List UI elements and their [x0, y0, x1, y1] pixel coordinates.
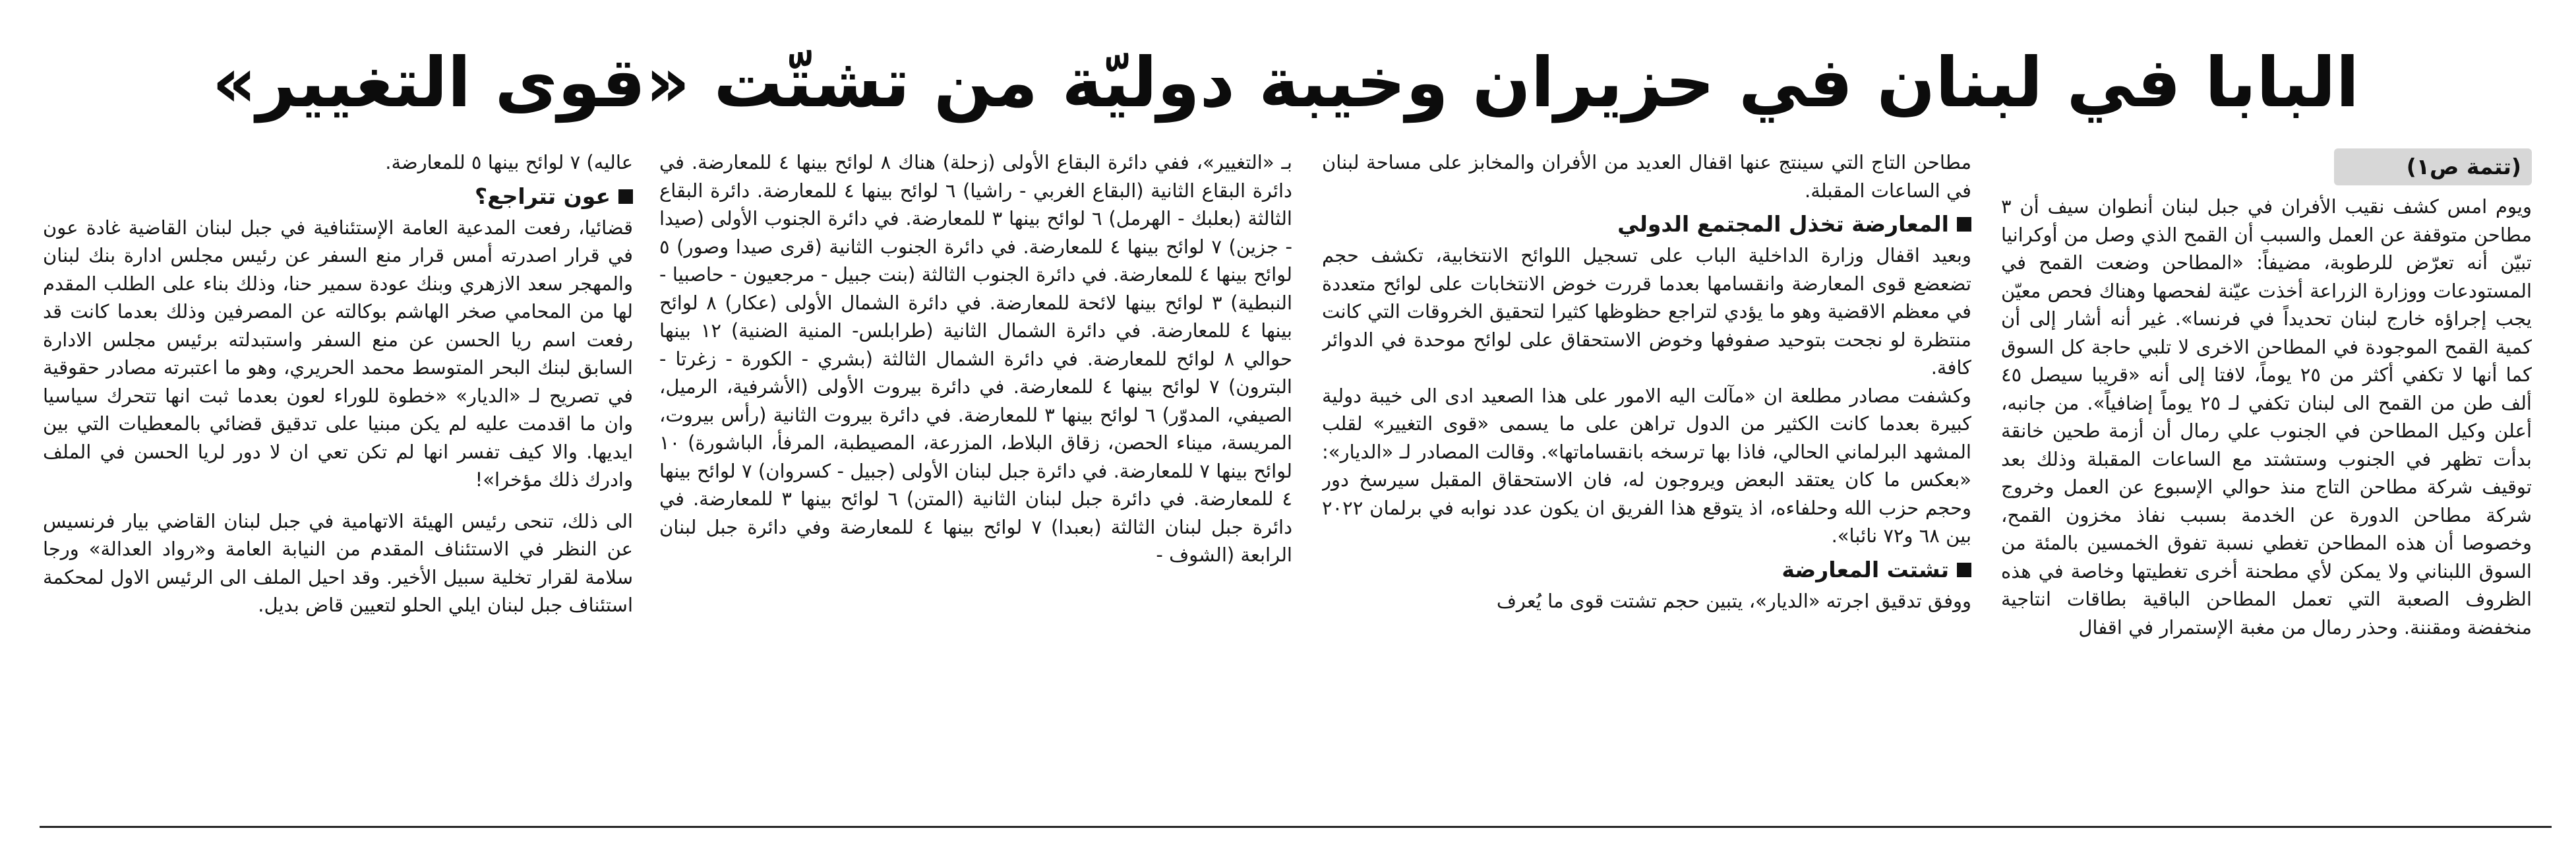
- paragraph: ويوم امس كشف نقيب الأفران في جبل لبنان أنطوان سيف أن ٣ مطاحن متوقفة عن العمل والسبب أن القمح الذي وصل من أوكرانيا تبيّن أنه تعرّض للرطوبة، مضيفاً: «المطاحن وضعت القمح في المستودعات ووزارة الزراعة أخذت عيّنة لفحصها وهناك فحص معيّن يجب إجراؤه خارج لبنان تحديداً في فرنسا». غير أنه أشار إلى أن كمية القمح الموجودة في المطاحن الاخرى لا تلبي حاجة كل السوق كما أنها لا تكفي أكثر من ٢٥ يوماً، لافتا إلى أنه «قريبا سيصل ٤٥ ألف طن من القمح الى لبنان تكفي لـ ٢٥ يوماً إضافياً». من جانبه، أعلن وكيل المطاحن في الجنوب علي رمال أن أزمة طحين خانقة بدأت تظهر في الجنوب وستشتد مع الساعات المقبلة وذلك بعد توقيف شركة مطاحن التاج منذ حوالي الإسبوع عن العمل وخروج شركة مطاحن الدورة عن الخدمة بسبب نفاذ مخزون القمح، وخصوصا أن هذه المطاحن تغطي نسبة تفوق الخمسين بالمئة من السوق اللبناني ولا يمكن لأي مطحنة أخرى تغطيتها وخاصة في هذه الظروف الصعبة التي تعمل المطاحن الباقية بطاقات انتاجية منخفضة ومقننة. وحذر رمال من مغبة الإستمرار في اقفال: [2001, 195, 2532, 639]
- subheading: [43, 181, 633, 212]
- paragraph: بـ «التغيير»، ففي دائرة البقاع الأولى (زحلة) هناك ٨ لوائح بينها ٤ للمعارضة. في دائرة البقاع الثانية (البقاع الغربي - راشيا) ٦ لوائح بينها ٤ للمعارضة. دائرة البقاع الثالثة (بعلبك - الهرمل) ٦ لوائح بينها ٣ للمعارضة. في دائرة الجنوب الأولى (صيدا - جزين) ٧ لوائح بينها ٤ للمعارضة. في دائرة الجنوب الثانية (قرى صيدا وصور) ٥ لوائح بينها ٤ للمعارضة. في دائرة الجنوب الثالثة (بنت جبيل - مرجعيون - حاصبيا - النبطية) ٣ لوائح بينها لائحة للمعارضة. في دائرة الشمال الأولى (عكار) ٨ لوائح بينها ٤ للمعارضة. في دائرة الشمال الثانية (طرابلس- المنية الضنية) ١٢ بينها حوالي ٨ لوائح للمعارضة. في دائرة الشمال الثالثة (بشري - الكورة - زغرتا - البترون) ٧ لوائح بينها ٤ للمعارضة. في دائرة بيروت الأولى (الأشرفية، الرميل، الصيفي، المدوّر) ٦ لوائح بينها ٣ للمعارضة. في دائرة بيروت الثانية (رأس بيروت، المريسة، ميناء الحصن، زقاق البلاط، المزرعة، المصيطبة، المرفأ، الباشورة) ١٠ لوائح بينها ٧ للمعارضة. في دائرة جبل لبنان الأولى (جبيل - كسروان) ٧ لوائح بينها ٤ للمعارضة. في دائرة جبل لبنان الثانية (المتن) ٦ لوائح بينها ٣ للمعارضة. في دائرة جبل لبنان الثالثة (بعبدا) ٧ لوائح بينها ٤ للمعارضة وفي دائرة جبل لبنان الرابعة (الشوف -: [659, 151, 1292, 566]
- article-column-2: [1322, 148, 1971, 808]
- subheading: [1322, 208, 1971, 240]
- bullet-square-icon: [1957, 217, 1971, 232]
- bullet-square-icon: [618, 189, 633, 204]
- subheading-text: تشتت المعارضة: [1782, 556, 1949, 582]
- article-column-1: [2001, 193, 2532, 813]
- paragraph: ووفق تدقيق اجرته «الديار»، يتبين حجم تشتت قوى ما يُعرف: [1496, 589, 1971, 612]
- continuation-label: (تتمة ص١): [2334, 148, 2532, 185]
- paragraph: عاليه) ٧ لوائح بينها ٥ للمعارضة.: [385, 151, 633, 173]
- headline: البابا في لبنان في حزيران وخيبة دوليّة من تشتّت «قوى التغيير»: [212, 42, 2360, 123]
- subheading-text: عون تتراجع؟: [474, 183, 611, 209]
- article-column-4: [43, 148, 633, 808]
- paragraph: مطاحن التاج التي سينتج عنها اقفال العديد من الأفران والمخابز على مساحة لبنان في الساعات المقبلة.: [1322, 151, 1971, 202]
- bullet-square-icon: [1957, 563, 1971, 577]
- subheading: [1322, 554, 1971, 586]
- paragraph: قضائيا، رفعت المدعية العامة الإستئنافية في جبل لبنان القاضية غادة عون في قرار اصدرته أمس قرار منع السفر عن رئيس مجلس ادارة بنك لبنان والمهجر سعد الازهري وبنك عودة سمير حنا، وذلك بناء على الطلب المقدم لها من المحامي صخر الهاشم بوكالته عن المصرفين وذلك بعدما كانت قد رفعت اسم ريا الحسن عن منع السفر واستبدلته برئيس مجلس الادارة السابق لبنك البحر المتوسط محمد الحريري، وهو ما اعتبرته مصادر حقوقية في تصريح لـ «الديار» «خطوة للوراء لعون بعدما ثبت انها تتحرك سياسيا وان ما اقدمت عليه لم يكن مبنيا على تدقيق قضائي بالمعطيات التي بين ايديها. والا كيف تفسر انها لم تكن تعي ان لا دور لريا الحسن في الملف وادرك ذلك مؤخرا»!: [43, 216, 633, 491]
- subheading-text: المعارضة تخذل المجتمع الدولي: [1617, 211, 1949, 237]
- bottom-rule: [40, 826, 2552, 828]
- article-column-3: [659, 148, 1292, 808]
- paragraph: الى ذلك، تنحى رئيس الهيئة الاتهامية في جبل لبنان القاضي بيار فرنسيس عن النظر في الاستئناف المقدم من النيابة العامة و«رواد العدالة» ورجا سلامة لقرار تخلية سبيل الأخير. وقد احيل الملف الى الرئيس الاول لمحكمة استئناف جبل لبنان ايلي الحلو لتعيين قاض بديل.: [43, 509, 633, 616]
- paragraph: وبعيد اقفال وزارة الداخلية الباب على تسجيل اللوائح الانتخابية، تكشف حجم تضعضع قوى المعارضة وانقسامها بعدما قررت خوض الانتخابات على لوائح متعددة في معظم الاقضية وهو ما يؤدي لتراجع حظوظها كثيرا لتحقيق الخروقات التي كانت منتظرة لو نجحت بتوحيد صفوفها وخوض الاستحقاق على لوائح موحدة في الدوائر كافة.: [1322, 244, 1971, 379]
- paragraph: وكشفت مصادر مطلعة ان «مآلت اليه الامور على هذا الصعيد ادى الى خيبة دولية كبيرة بعدما كانت الكثير من الدول تراهن على ما يسمى «قوى التغيير» لقلب المشهد البرلماني الحالي، فاذا بها ترسخه بانقساماتها». وقالت المصادر لـ «الديار»: «بعكس ما كان يعتقد البعض ويروجون له، فان الاستحقاق المقبل سيرسخ دور وحجم حزب الله وحلفاءه، اذ يتوقع هذا الفريق ان يكون عدد نوابه في برلمان ٢٠٢٢ بين ٦٨ و٧٢ نائبا».: [1322, 384, 1971, 547]
